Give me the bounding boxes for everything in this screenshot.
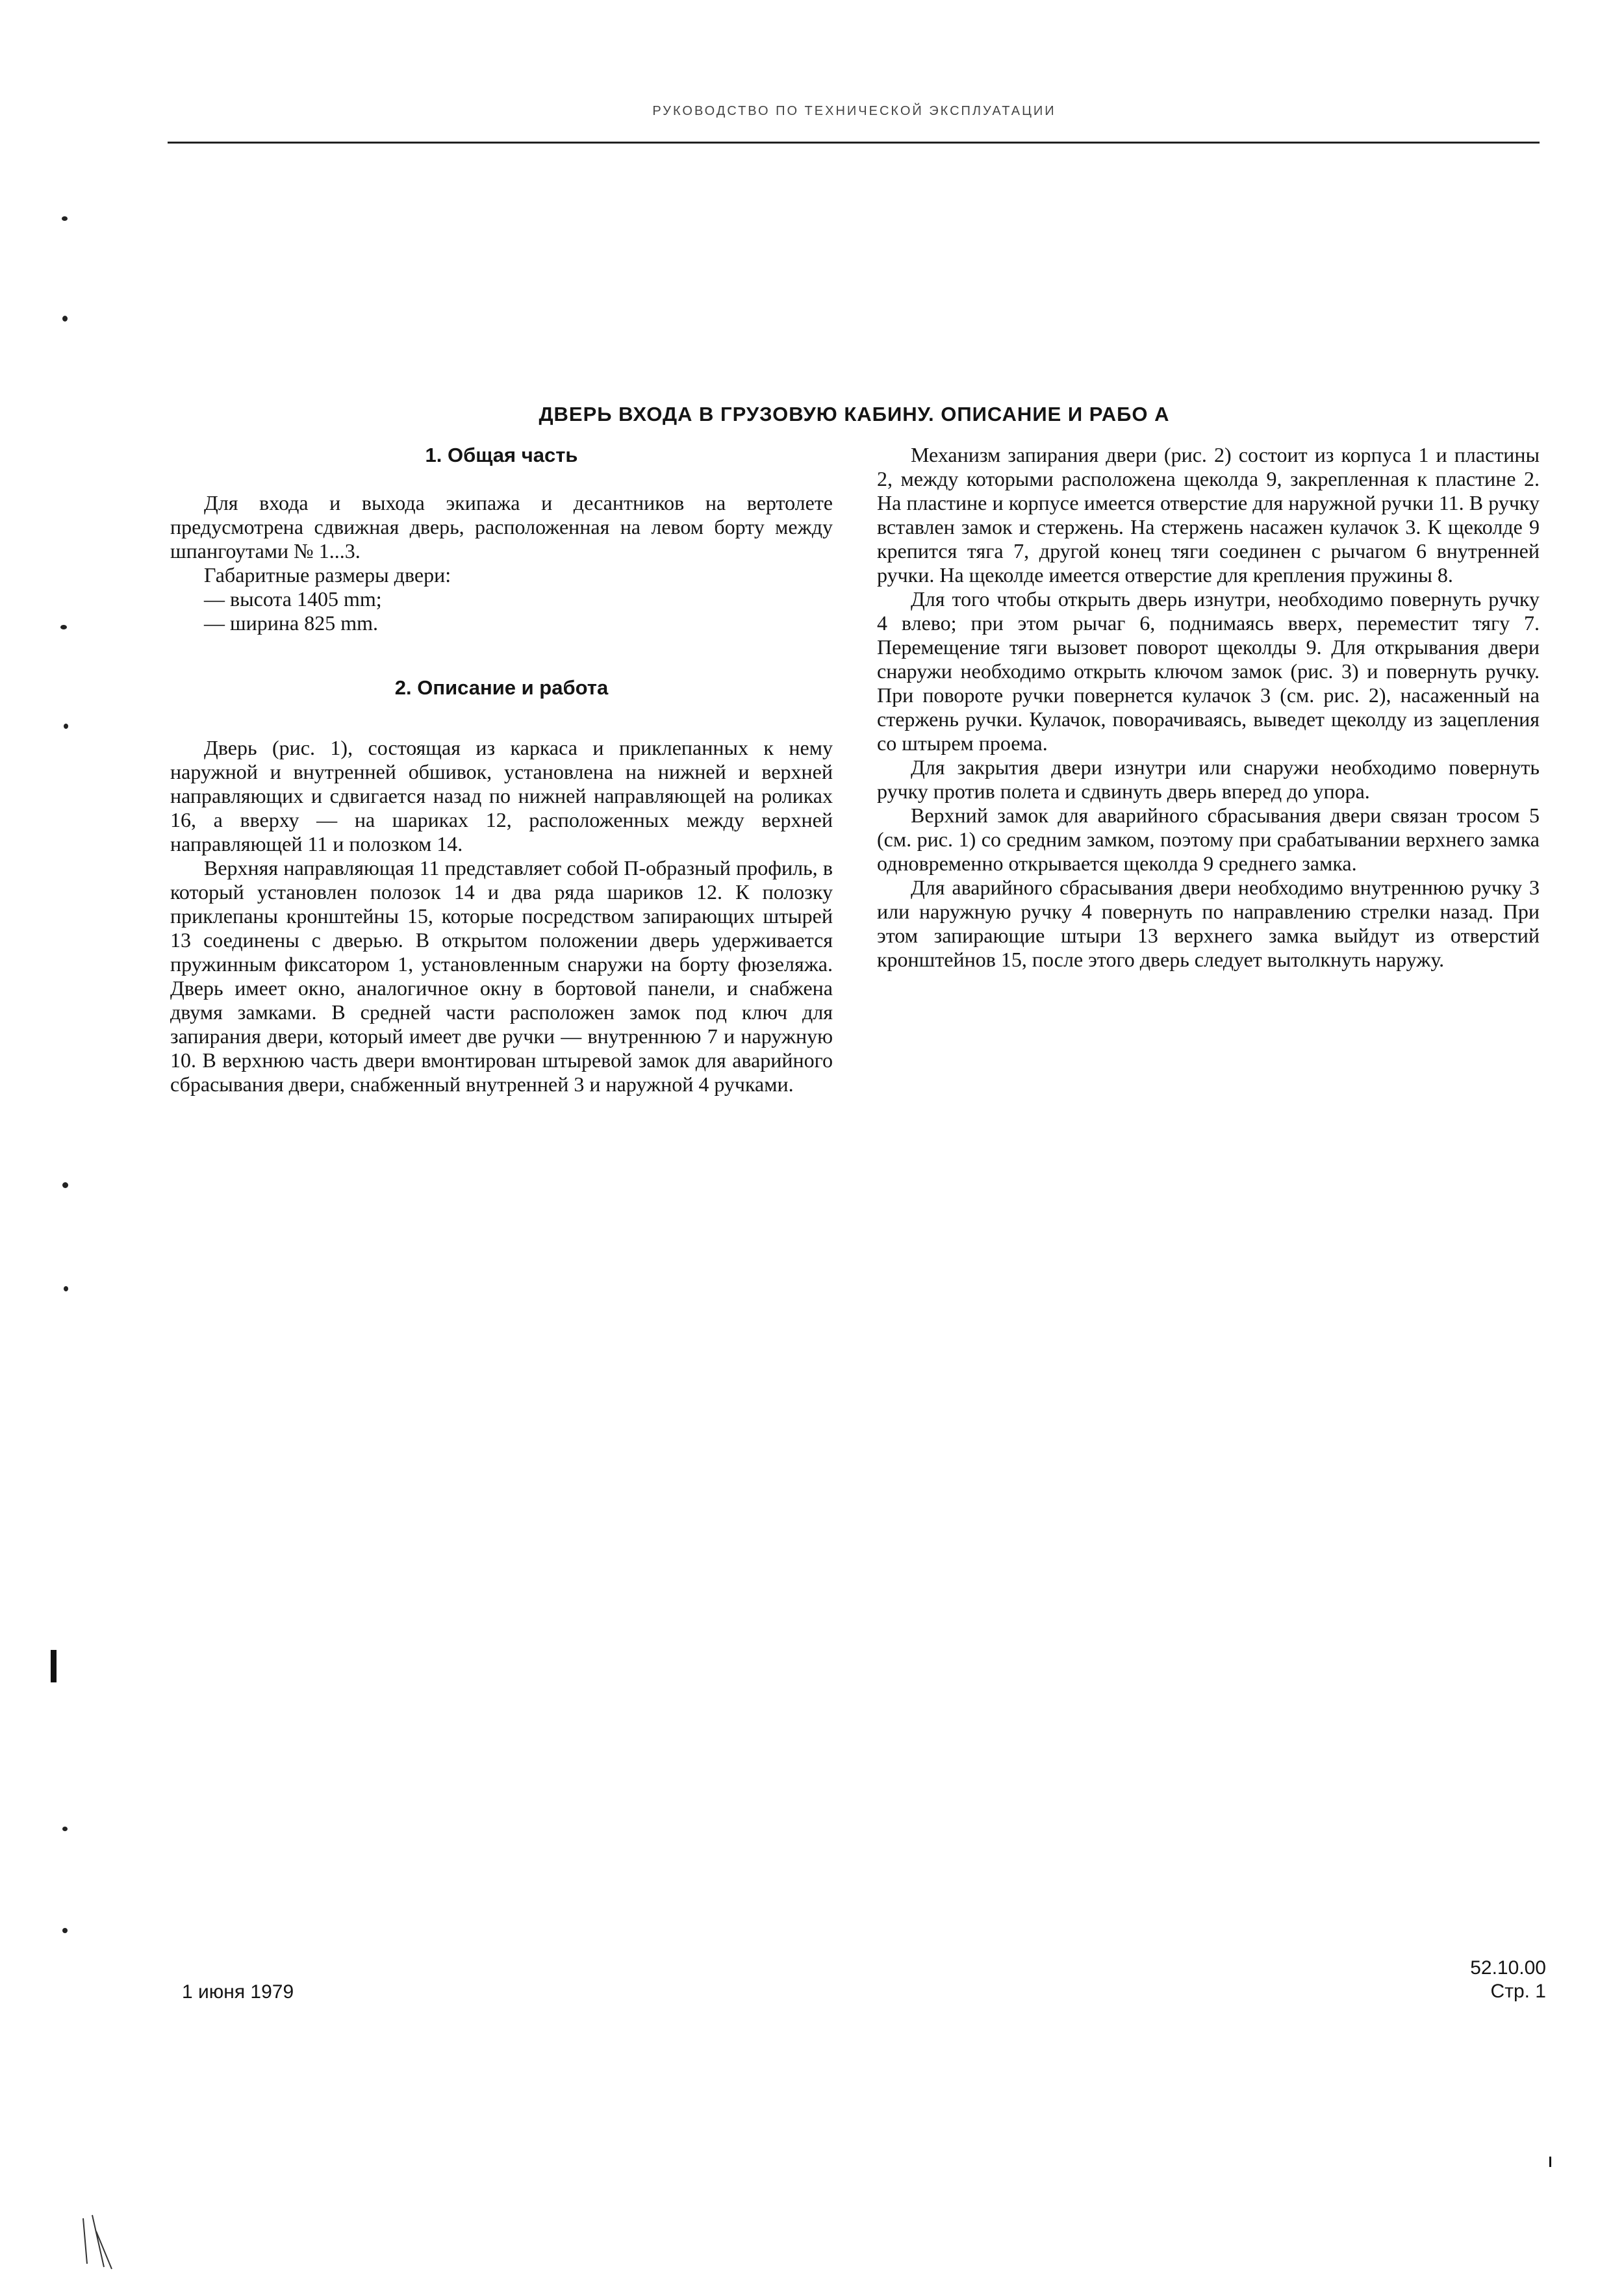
section-2-paragraph-1: Дверь (рис. 1), состоящая из каркаса и приклепанных к нему наружной и внутренней обшивок, установлена на нижней и верхней направляющих и сдвигается назад по нижней направляющей на роликах 16, а вверху — на шариках 12, расположенных между верхней направляющей 11 и полозком 14. bbox=[170, 736, 833, 855]
page-number: Стр. 1 bbox=[1490, 1981, 1546, 2002]
scan-speck bbox=[64, 724, 68, 729]
scan-speck bbox=[60, 625, 67, 629]
right-paragraph-3: Для закрытия двери изнутри или снаружи необходимо повернуть ручку против полета и сдвинуть дверь вперед до упора. bbox=[877, 755, 1540, 803]
section-2-heading: 2. Описание и работа bbox=[394, 676, 609, 699]
document-title: ДВЕРЬ ВХОДА В ГРУЗОВУЮ КАБИНУ. ОПИСАНИЕ И РАБО А bbox=[539, 403, 1170, 425]
document-code: 52.10.00 bbox=[1470, 1957, 1546, 1979]
section-1-paragraph-2: Габаритные размеры двери: bbox=[204, 563, 451, 587]
dimension-height: — высота 1405 mm; bbox=[204, 587, 382, 611]
running-header: РУКОВОДСТВО ПО ТЕХНИЧЕСКОЙ ЭКСПЛУАТАЦИИ bbox=[652, 104, 1056, 118]
scan-speck bbox=[62, 1928, 68, 1933]
dimension-width: — ширина 825 mm. bbox=[204, 611, 378, 635]
scan-speck bbox=[62, 316, 68, 322]
right-paragraph-1: Механизм запирания двери (рис. 2) состоит из корпуса 1 и пластины 2, между которыми расположена щеколда 9, закрепленная к пластине 2. На пластине и корпусе имеется отверстие для наружной ручки 11. В ручку вставлен замок и стержень. На стержень насажен кулачок 3. К щеколде 9 крепится тяга 7, другой конец тяги соединен с рычагом 6 внутренней ручки. На щеколде имеется отверстие для крепления пружины 8. bbox=[877, 443, 1540, 587]
footer-code-block bbox=[1429, 1957, 1546, 2003]
section-2-paragraph-2: Верхняя направляющая 11 представляет собой П-образный профиль, в который установлен полозок 14 и два ряда шариков 12. К полозку приклепаны кронштейны 15, которые посредством запирающих штырей 13 соединены с дверью. В открытом положении дверь удерживается пружинным фиксатором 1, установленным снаружи на борту фюзеляжа. Дверь имеет окно, аналогичное окну в бортовой панели, и снабжена двумя замками. В средней части расположен замок под ключ для запирания двери, который имеет две ручки — внутреннюю 7 и наружную 10. В верхнюю часть двери вмонтирован штыревой замок для аварийного сбрасывания двери, снабженный внутренней 3 и наружной 4 ручками. bbox=[170, 856, 833, 1096]
scan-speck bbox=[62, 216, 68, 221]
left-column bbox=[170, 443, 833, 1096]
scan-scribble bbox=[78, 2212, 123, 2270]
footer-date: 1 июня 1979 bbox=[182, 1981, 294, 2003]
scan-speck bbox=[62, 1182, 68, 1188]
scan-speck bbox=[64, 1286, 68, 1291]
header-rule bbox=[168, 142, 1540, 144]
scan-speck bbox=[62, 1827, 68, 1831]
scan-mark-bar bbox=[51, 1650, 57, 1682]
section-1-heading: 1. Общая часть bbox=[425, 444, 578, 466]
right-column bbox=[877, 443, 1540, 972]
section-1-paragraph-1: Для входа и выхода экипажа и десантников на вертолете предусмотрена сдвижная дверь, расположенная на левом борту между шпангоутами № 1...3. bbox=[170, 491, 833, 563]
right-paragraph-5: Для аварийного сбрасывания двери необходимо внутреннюю ручку 3 или наружную ручку 4 повернуть по направлению стрелки назад. При этом запирающие штыри 13 верхнего замка выйдут из отверстий кронштейнов 15, после этого дверь следует вытолкнуть наружу. bbox=[877, 876, 1540, 971]
right-paragraph-4: Верхний замок для аварийного сбрасывания двери связан тросом 5 (см. рис. 1) со средним замком, поэтому при срабатывании верхнего замка одновременно открывается щеколда 9 среднего замка. bbox=[877, 804, 1540, 875]
scan-mark-tick bbox=[1549, 2157, 1551, 2167]
right-paragraph-2: Для того чтобы открыть дверь изнутри, необходимо повернуть ручку 4 влево; при этом рычаг 6, поднимаясь вверх, переместит тягу 7. Перемещение тяги вызовет поворот щеколды 9. Для открывания двери снаружи необходимо открыть ключом замок (рис. 3) и повернуть ручку. При повороте ручки повернется кулачок 3 (см. рис. 2), насаженный на стержень ручки. Кулачок, поворачиваясь, выведет щеколду из зацепления со штырем проема. bbox=[877, 587, 1540, 755]
